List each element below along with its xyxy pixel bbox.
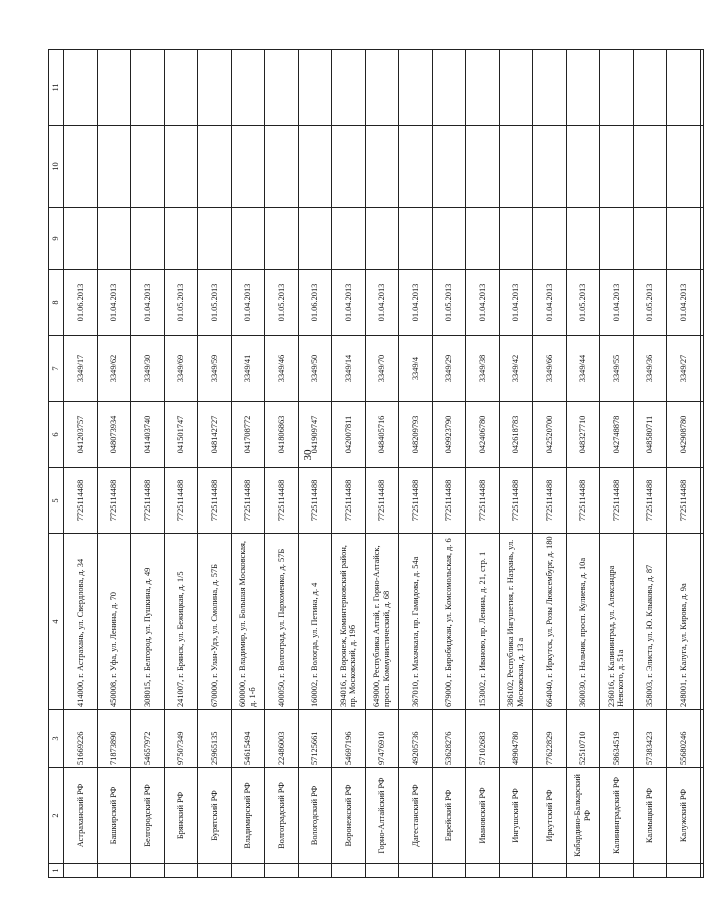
empty-cell [700, 336, 703, 402]
col9-cell [466, 208, 500, 270]
code-cell: 51669226 [64, 710, 98, 768]
col9-cell [432, 208, 466, 270]
col10-cell [499, 126, 533, 208]
col-header-6: 6 [49, 402, 64, 468]
contract-number-cell: 3349/4 [399, 336, 433, 402]
bik-cell: 049923790 [432, 402, 466, 468]
col9-cell [365, 208, 399, 270]
col9-cell [265, 208, 299, 270]
col1-cell [466, 864, 500, 878]
inn-cell: 7725114488 [198, 468, 232, 534]
col11-cell [432, 50, 466, 126]
region-cell: Белгородский РФ [131, 768, 165, 864]
table-row [667, 50, 701, 878]
col10-cell [64, 126, 98, 208]
col9-cell [131, 208, 165, 270]
code-cell: 58634519 [600, 710, 634, 768]
col10-cell [164, 126, 198, 208]
col9-cell [298, 208, 332, 270]
col11-cell [365, 50, 399, 126]
table-row [399, 50, 433, 878]
contract-number-cell: 3349/30 [131, 336, 165, 402]
bik-cell: 041501747 [164, 402, 198, 468]
address-cell: 394016, г. Воронеж, Коминтерновский район, пр. Московский, д. 19б [332, 534, 366, 710]
address-cell: 358003, г. Элиста, ул. Ю. Клыкова, д. 87 [633, 534, 667, 710]
region-cell: Иркутский РФ [533, 768, 567, 864]
col1-cell [298, 864, 332, 878]
col9-cell [633, 208, 667, 270]
inn-cell: 7725114488 [231, 468, 265, 534]
col1-cell [399, 864, 433, 878]
col9-cell [399, 208, 433, 270]
col-header-9: 9 [49, 208, 64, 270]
table-row [533, 50, 567, 878]
code-cell: 97507349 [164, 710, 198, 768]
inn-cell: 7725114488 [432, 468, 466, 534]
inn-cell: 7725114488 [466, 468, 500, 534]
bik-cell: 048327710 [566, 402, 600, 468]
page-number: 30 [302, 449, 314, 461]
col10-cell [365, 126, 399, 208]
contract-number-cell: 3349/69 [164, 336, 198, 402]
col-header-4: 4 [49, 534, 64, 710]
col1-cell [533, 864, 567, 878]
col-header-7: 7 [49, 336, 64, 402]
date-cell: 01.04.2013 [667, 270, 701, 336]
col9-cell [566, 208, 600, 270]
col-header-1: 1 [49, 864, 64, 878]
empty-cell [700, 126, 703, 208]
col11-cell [332, 50, 366, 126]
table-row [298, 50, 332, 878]
table-row [164, 50, 198, 878]
bik-cell: 048073934 [97, 402, 131, 468]
col-header-2: 2 [49, 768, 64, 864]
contract-number-cell: 3349/55 [600, 336, 634, 402]
col11-cell [198, 50, 232, 126]
col9-cell [231, 208, 265, 270]
col10-cell [399, 126, 433, 208]
inn-cell: 7725114488 [533, 468, 567, 534]
code-cell: 71873890 [97, 710, 131, 768]
code-cell: 55680246 [667, 710, 701, 768]
col10-cell [97, 126, 131, 208]
contract-number-cell: 3349/41 [231, 336, 265, 402]
col9-cell [332, 208, 366, 270]
address-cell: 236016, г. Калининград, ул. Александра Невского, д. 51а [600, 534, 634, 710]
date-cell: 01.05.2013 [432, 270, 466, 336]
bik-cell: 042748878 [600, 402, 634, 468]
col11-cell [566, 50, 600, 126]
code-cell: 52510710 [566, 710, 600, 768]
col11-cell [231, 50, 265, 126]
bik-cell: 048580711 [633, 402, 667, 468]
col-header-8: 8 [49, 270, 64, 336]
col10-cell [533, 126, 567, 208]
table-row [466, 50, 500, 878]
col9-cell [533, 208, 567, 270]
bik-cell: 048209793 [399, 402, 433, 468]
region-cell: Бурятский РФ [198, 768, 232, 864]
header-row [49, 50, 64, 878]
inn-cell: 7725114488 [399, 468, 433, 534]
region-cell: Еврейский РФ [432, 768, 466, 864]
col9-cell [600, 208, 634, 270]
col10-cell [432, 126, 466, 208]
region-cell: Горно-Алтайский РФ [365, 768, 399, 864]
address-cell: 450008, г. Уфа, ул. Ленина, д. 70 [97, 534, 131, 710]
region-cell: Ивановский РФ [466, 768, 500, 864]
code-cell: 25965135 [198, 710, 232, 768]
date-cell: 01.04.2013 [533, 270, 567, 336]
code-cell: 57102683 [466, 710, 500, 768]
date-cell: 01.05.2013 [265, 270, 299, 336]
col1-cell [499, 864, 533, 878]
col1-cell [64, 864, 98, 878]
table-row [566, 50, 600, 878]
code-cell: 97476910 [365, 710, 399, 768]
inn-cell: 7725114488 [566, 468, 600, 534]
address-cell: 160002, г. Вологда, ул. Петина, д. 4 [298, 534, 332, 710]
region-cell: Калужский РФ [667, 768, 701, 864]
address-cell: 367010, г. Махачкала, пр. Гамидова, д. 54а [399, 534, 433, 710]
col1-cell [164, 864, 198, 878]
rotated-table-wrapper [48, 50, 688, 878]
contract-number-cell: 3349/70 [365, 336, 399, 402]
bik-cell: 042908780 [667, 402, 701, 468]
date-cell: 01.04.2013 [600, 270, 634, 336]
table-row [131, 50, 165, 878]
bik-cell: 042007811 [332, 402, 366, 468]
region-cell: Дагестанский РФ [399, 768, 433, 864]
col1-cell [198, 864, 232, 878]
col9-cell [64, 208, 98, 270]
col-header-11: 11 [49, 50, 64, 126]
inn-cell: 7725114488 [332, 468, 366, 534]
date-cell: 01.05.2013 [164, 270, 198, 336]
region-cell: Астраханский РФ [64, 768, 98, 864]
col1-cell [566, 864, 600, 878]
table-row [365, 50, 399, 878]
inn-cell: 7725114488 [365, 468, 399, 534]
date-cell: 01.04.2013 [231, 270, 265, 336]
col9-cell [667, 208, 701, 270]
empty-cell [700, 534, 703, 710]
inn-cell: 7725114488 [633, 468, 667, 534]
table-row [198, 50, 232, 878]
table-row [432, 50, 466, 878]
inn-cell: 7725114488 [164, 468, 198, 534]
address-cell: 679000, г. Биробиджан, ул. Комсомольская, д. 6 [432, 534, 466, 710]
region-cell: Вологодский РФ [298, 768, 332, 864]
date-cell: 01.05.2013 [566, 270, 600, 336]
empty-row [700, 50, 703, 878]
table-body [64, 50, 704, 878]
address-cell: 241007, г. Брянск, ул. Бежицкая, д. 1/5 [164, 534, 198, 710]
empty-cell [700, 402, 703, 468]
col11-cell [298, 50, 332, 126]
region-cell: Брянский РФ [164, 768, 198, 864]
region-cell: Волгоградский РФ [265, 768, 299, 864]
col-header-10: 10 [49, 126, 64, 208]
region-cell: Кабардино-Балкарский РФ [566, 768, 600, 864]
col10-cell [633, 126, 667, 208]
col11-cell [399, 50, 433, 126]
code-cell: 22486003 [265, 710, 299, 768]
address-cell: 153002, г. Иваново, пр. Ленина, д. 21, стр. 1 [466, 534, 500, 710]
region-cell: Башкирский РФ [97, 768, 131, 864]
bik-cell: 048405716 [365, 402, 399, 468]
inn-cell: 7725114488 [600, 468, 634, 534]
address-cell: 414000, г. Астрахань, ул. Свердлова, д. 34 [64, 534, 98, 710]
col11-cell [131, 50, 165, 126]
table-row [499, 50, 533, 878]
contract-number-cell: 3349/66 [533, 336, 567, 402]
code-cell: 48904780 [499, 710, 533, 768]
col10-cell [332, 126, 366, 208]
date-cell: 01.04.2013 [499, 270, 533, 336]
code-cell: 57125661 [298, 710, 332, 768]
table-row [633, 50, 667, 878]
col11-cell [633, 50, 667, 126]
code-cell: 77622829 [533, 710, 567, 768]
code-cell: 49205736 [399, 710, 433, 768]
col11-cell [533, 50, 567, 126]
address-cell: 649000, Республика Алтай, г. Горно-Алтайск, просп. Коммунистический, д. 68 [365, 534, 399, 710]
bik-cell: 048142727 [198, 402, 232, 468]
region-cell: Владимирский РФ [231, 768, 265, 864]
col1-cell [633, 864, 667, 878]
table-row [97, 50, 131, 878]
contract-number-cell: 3349/42 [499, 336, 533, 402]
contract-number-cell: 3349/29 [432, 336, 466, 402]
bik-cell: 041909747 [298, 402, 332, 468]
col-header-3: 3 [49, 710, 64, 768]
registry-table [48, 49, 704, 878]
date-cell: 01.04.2013 [131, 270, 165, 336]
date-cell: 01.06.2013 [298, 270, 332, 336]
inn-cell: 7725114488 [265, 468, 299, 534]
region-cell: Калмыцкий РФ [633, 768, 667, 864]
col10-cell [466, 126, 500, 208]
code-cell: 54615494 [231, 710, 265, 768]
bik-cell: 042618783 [499, 402, 533, 468]
contract-number-cell: 3349/36 [633, 336, 667, 402]
address-cell: 308015, г. Белгород, ул. Пушкина, д. 49 [131, 534, 165, 710]
table-row [64, 50, 98, 878]
col11-cell [97, 50, 131, 126]
contract-number-cell: 3349/27 [667, 336, 701, 402]
col1-cell [365, 864, 399, 878]
col11-cell [600, 50, 634, 126]
col10-cell [566, 126, 600, 208]
bik-cell: 041403740 [131, 402, 165, 468]
col10-cell [131, 126, 165, 208]
contract-number-cell: 3349/50 [298, 336, 332, 402]
table-row [332, 50, 366, 878]
empty-cell [700, 270, 703, 336]
table-row [231, 50, 265, 878]
empty-cell [700, 864, 703, 878]
bik-cell: 041203757 [64, 402, 98, 468]
bik-cell: 041806863 [265, 402, 299, 468]
date-cell: 01.05.2013 [198, 270, 232, 336]
contract-number-cell: 3349/59 [198, 336, 232, 402]
col10-cell [600, 126, 634, 208]
date-cell: 01.06.2013 [64, 270, 98, 336]
col-header-5: 5 [49, 468, 64, 534]
date-cell: 01.04.2013 [399, 270, 433, 336]
inn-cell: 7725114488 [667, 468, 701, 534]
col1-cell [231, 864, 265, 878]
col10-cell [667, 126, 701, 208]
address-cell: 248001, г. Калуга, ул. Кирова, д. 9а [667, 534, 701, 710]
col10-cell [231, 126, 265, 208]
col1-cell [332, 864, 366, 878]
col10-cell [198, 126, 232, 208]
inn-cell: 7725114488 [298, 468, 332, 534]
date-cell: 01.04.2013 [365, 270, 399, 336]
contract-number-cell: 3349/17 [64, 336, 98, 402]
address-cell: 664040, г. Иркутск, ул. Розы Люксембург, д. 180 [533, 534, 567, 710]
col1-cell [97, 864, 131, 878]
date-cell: 01.04.2013 [97, 270, 131, 336]
col1-cell [667, 864, 701, 878]
code-cell: 54657972 [131, 710, 165, 768]
region-cell: Ингушский РФ [499, 768, 533, 864]
contract-number-cell: 3349/14 [332, 336, 366, 402]
empty-cell [700, 208, 703, 270]
contract-number-cell: 3349/46 [265, 336, 299, 402]
empty-cell [700, 50, 703, 126]
col9-cell [198, 208, 232, 270]
col11-cell [64, 50, 98, 126]
col9-cell [164, 208, 198, 270]
empty-cell [700, 468, 703, 534]
bik-cell: 042406780 [466, 402, 500, 468]
address-cell: 360030, г. Нальчик, просп. Кулиева, д. 10а [566, 534, 600, 710]
code-cell: 57383423 [633, 710, 667, 768]
address-cell: 600000, г. Владимир, ул. Большая Московская, д. 1-б [231, 534, 265, 710]
date-cell: 01.05.2013 [633, 270, 667, 336]
empty-cell [700, 768, 703, 864]
col10-cell [298, 126, 332, 208]
region-cell: Воронежский РФ [332, 768, 366, 864]
table-row [265, 50, 299, 878]
contract-number-cell: 3349/38 [466, 336, 500, 402]
date-cell: 01.04.2013 [466, 270, 500, 336]
inn-cell: 7725114488 [499, 468, 533, 534]
address-cell: 400050, г. Волгоград, ул. Пархоменко, д. 57Б [265, 534, 299, 710]
bik-cell: 042520700 [533, 402, 567, 468]
col11-cell [499, 50, 533, 126]
col1-cell [265, 864, 299, 878]
contract-number-cell: 3349/62 [97, 336, 131, 402]
col11-cell [265, 50, 299, 126]
address-cell: 670000, г. Улан-Удэ, ул. Смолина, д. 57Б [198, 534, 232, 710]
empty-cell [700, 710, 703, 768]
col11-cell [466, 50, 500, 126]
col9-cell [499, 208, 533, 270]
region-cell: Калининградский РФ [600, 768, 634, 864]
date-cell: 01.04.2013 [332, 270, 366, 336]
col11-cell [667, 50, 701, 126]
col1-cell [432, 864, 466, 878]
code-cell: 54697196 [332, 710, 366, 768]
col10-cell [265, 126, 299, 208]
contract-number-cell: 3349/44 [566, 336, 600, 402]
table-row [600, 50, 634, 878]
col9-cell [97, 208, 131, 270]
address-cell: 386102, Республика Ингушетия, г. Назрань, ул. Московская, д. 13 а [499, 534, 533, 710]
col1-cell [600, 864, 634, 878]
col11-cell [164, 50, 198, 126]
inn-cell: 7725114488 [131, 468, 165, 534]
col1-cell [131, 864, 165, 878]
inn-cell: 7725114488 [97, 468, 131, 534]
bik-cell: 041708772 [231, 402, 265, 468]
inn-cell: 7725114488 [64, 468, 98, 534]
code-cell: 53628276 [432, 710, 466, 768]
